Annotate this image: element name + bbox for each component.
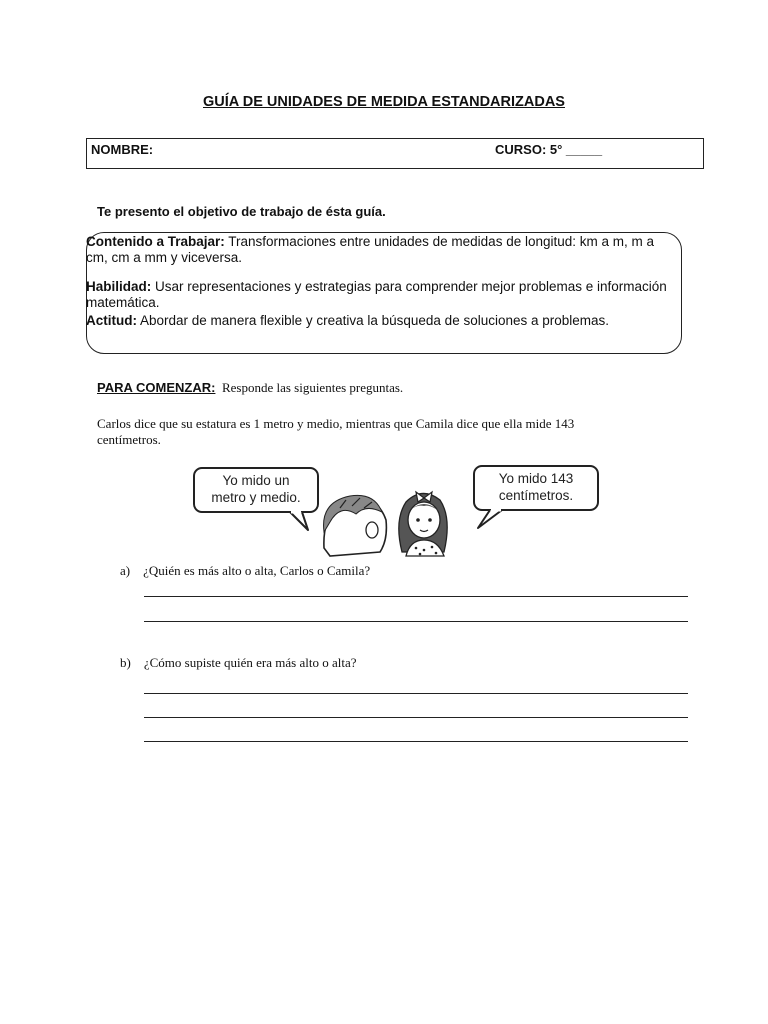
answer-line[interactable] bbox=[144, 717, 688, 718]
answer-line[interactable] bbox=[144, 596, 688, 597]
contenido-line-2: cm, cm a mm y viceversa. bbox=[86, 250, 243, 265]
curso-label: CURSO: 5° _____ bbox=[495, 142, 603, 157]
comenzar-label: PARA COMENZAR: bbox=[97, 380, 216, 395]
habilidad-line-2: matemática. bbox=[86, 295, 160, 310]
question-a: a) ¿Quién es más alto o alta, Carlos o Camila? bbox=[120, 563, 371, 578]
student-info-box bbox=[86, 138, 704, 169]
answer-line[interactable] bbox=[144, 693, 688, 694]
bubble-right-text: Yo mido 143 centímetros. bbox=[498, 471, 574, 503]
problem-paragraph: Carlos dice que su estatura es 1 metro y medio, mientras que Camila dice que ella mide 143 centímetros. bbox=[97, 416, 575, 447]
contenido-label: Contenido a Trabajar: bbox=[86, 234, 225, 249]
boy-figure-icon bbox=[324, 495, 387, 556]
objective-intro: Te presento el objetivo de trabajo de ésta guía. bbox=[97, 204, 386, 219]
answer-line[interactable] bbox=[144, 741, 688, 742]
contenido-line: Contenido a Trabajar: Transformaciones entre unidades de medidas de longitud: km a m, m a bbox=[86, 234, 655, 249]
actitud-line: Actitud: Abordar de manera flexible y creativa la búsqueda de soluciones a problemas. bbox=[86, 313, 610, 328]
actitud-label: Actitud: bbox=[86, 313, 137, 328]
page-title: GUÍA DE UNIDADES DE MEDIDA ESTANDARIZADAS bbox=[203, 94, 565, 110]
habilidad-label: Habilidad: bbox=[86, 279, 152, 294]
bubble-left-text: Yo mido un metro y medio. bbox=[211, 473, 301, 505]
question-b: b) ¿Cómo supiste quién era más alto o alta? bbox=[120, 655, 357, 670]
habilidad-line: Habilidad: Usar representaciones y estrategias para comprender mejor problemas e información bbox=[86, 279, 667, 294]
girl-figure-icon bbox=[399, 492, 447, 556]
answer-line[interactable] bbox=[144, 621, 688, 622]
nombre-label: NOMBRE: bbox=[91, 142, 154, 157]
para-comenzar: PARA COMENZAR: Responde las siguientes preguntas. bbox=[97, 380, 404, 395]
